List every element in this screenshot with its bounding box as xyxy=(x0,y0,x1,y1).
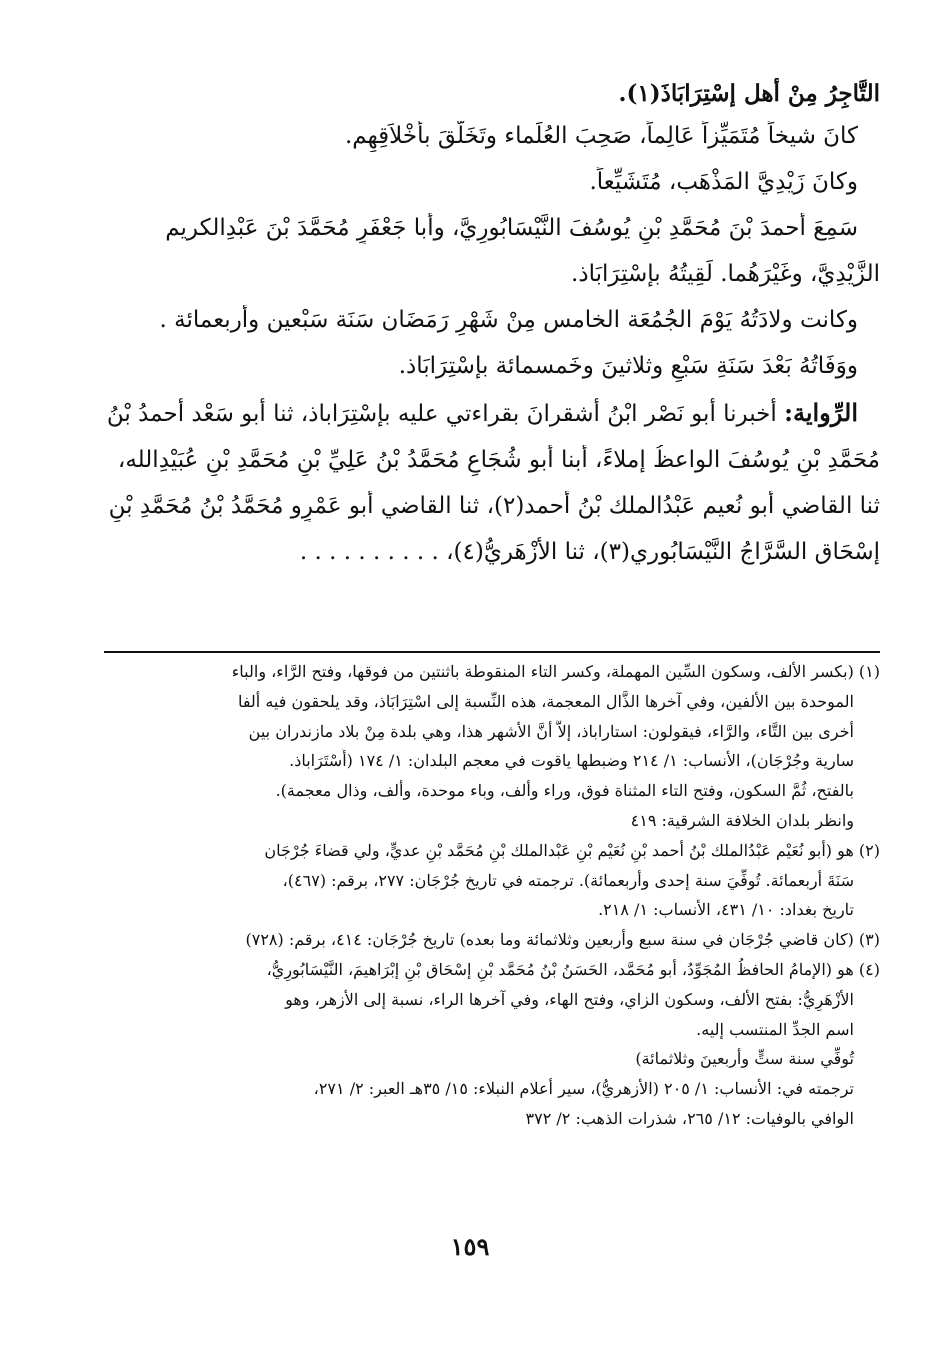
footnote-line: اسم الجدِّ المنتسب إليه. xyxy=(696,1019,854,1039)
riwaya-label: الرِّواية: xyxy=(784,398,858,428)
footnote xyxy=(104,958,880,1132)
footnote-line: (٤) هو (الإمامُ الحافظُ المُجَوِّدُ، أبو مُحَمَّد، الحَسَنُ بْنُ مُحَمَّد بْنِ إسْحَاق بْنِ إبْرَاهيمَ، النَّيْسَابُورِيُّ، xyxy=(266,959,880,979)
footnote-line: أخرى بين التَّاء، والرَّاء، فيقولون: استاراباذ، إلاَّ أنَّ الأشهر هذا، وهي بلدة مِنْ بلاد مازندران بين xyxy=(248,721,854,741)
text-line: وكانت ولادَتُهُ يَوْمَ الجُمُعَة الخامس مِنْ شَهْرِ رَمَضَان سَنَة سَبْعين وأربعمائة . xyxy=(159,307,858,334)
text-line: ثنا القاضي أبو نُعيم عَبْدُالملك بْنُ أحمد(٢)، ثنا القاضي أبو عَمْرٍو مُحَمَّدُ بْنُ مُحَمَّدِ بْنِ xyxy=(108,493,880,520)
footnote xyxy=(104,660,880,834)
footnote-line: الموحدة بين الألفين، وفي آخرها الذَّال المعجمة، هذه النِّسبة إلى اسْتِرَابَاذ، وقد يلحقون فيه ألفا xyxy=(237,691,854,711)
footnote-line: (٣) (كان قاضي جُرْجَان في سنة سبع وأربعين وثلاثمائة وما بعده) تاريخ جُرْجَان: ٤١٤، برقم: (٧٢٨) xyxy=(245,930,880,950)
footnote xyxy=(104,928,880,953)
text-line: سَمِعَ أحمدَ بْنَ مُحَمَّدِ بْنِ يُوسُفَ النَّيْسَابُورِيَّ، وأبا جَعْفَرٍ مُحَمَّدَ بْنَ عَبْدِالكريم xyxy=(165,215,858,242)
footnote-line: تُوفِّي سنة ستٍّ وأربعينَ وثلاثمائة) xyxy=(635,1049,854,1069)
riwaya-text: أخبرنا أبو نَصْر ابْنُ أشقرانَ بقراءتي عليه بإسْتِرَاباذ، ثنا أبو سَعْد أحمدُ بْنُ xyxy=(106,401,777,428)
text-line: مُحَمَّدِ بْنِ يُوسُفَ الواعظُ إملاءً، أبنا أبو شُجَاعٍ مُحَمَّدُ بْنُ عَلِيِّ بْنِ مُحَمَّدِ بْنِ عُبَيْدِالله، xyxy=(117,447,880,474)
text-line: كانَ شيخاً مُتَمَيِّزاً عَالِماً، صَحِبَ العُلَماء وتَخَلَّقَ بأخْلاَقِهِم. xyxy=(344,123,858,150)
footnote-line: سارية وجُرْجَان)، الأنساب: ١/ ٢١٤ وضبطها ياقوت في معجم البلدان: ١/ ١٧٤ (أَسْتَرَاباذ. xyxy=(289,751,854,771)
footnotes xyxy=(104,660,880,1137)
text-line: ووَفَاتُهُ بَعْدَ سَنَةِ سَبْعٍ وثلاثينَ وخَمسمائة بإسْتِرَابَاذ. xyxy=(398,353,858,380)
text-line: الزَّيْدِيَّ، وغَيْرَهُما. لَقِيتُهُ بإسْتِرَابَاذ. xyxy=(571,261,880,288)
main-text xyxy=(104,78,880,584)
entry-heading: التَّاجِرُ مِنْ أهل إسْتِرَابَاذَ(١). xyxy=(618,80,880,107)
footnote-line: ترجمته في: الأنساب: ١/ ٢٠٥ (الأزهريُّ)، سير أعلام النبلاء: ١٥/ ٣٥هـ العبر: ٢/ ٢٧١، xyxy=(313,1079,854,1099)
footnote-divider xyxy=(104,651,880,653)
footnote-line: الوافي بالوفيات: ١٢/ ٢٦٥، شذرات الذهب: ٢/ ٣٧٢ xyxy=(525,1108,854,1128)
footnote-line: (٢) هو (أبو نُعَيْم عَبْدُالملك بْنُ أحمد بْنِ نُعَيْم بْنِ عَبْدالملك بْنِ مُحَمَّد بْنِ عديٍّ، ولي قضاءَ جُرْجَان xyxy=(264,840,880,860)
riwaya-line xyxy=(104,397,880,430)
page-number: ١٥٩ xyxy=(450,1232,490,1261)
text-line: وكانَ زَيْدِيَّ المَذْهَب، مُتَشَيِّعاً. xyxy=(589,169,858,196)
footnote-line: الأزْهَرِيُّ: بفتح الألف، وسكون الزاي، وفتح الهاء، وفي آخرها الراء، نسبة إلى الأزهر، وهو xyxy=(285,989,854,1009)
footnote-line: بالفتح، ثُمَّ السكون، وفتح التاء المثناة فوق، وراء وألف، وباء موحدة، وألف، وذال معجمة). xyxy=(275,781,854,801)
footnote xyxy=(104,839,880,923)
footnote-line: تاريخ بغداد: ١٠/ ٤٣١، الأنساب: ١/ ٢١٨. xyxy=(598,900,854,920)
footnote-line: سَنَةَ أربعمائة. تُوفِّيَ سنة إحدى وأربعمائة). ترجمته في تاريخ جُرْجَان: ٢٧٧، برقم: (٤٦٧)، xyxy=(282,870,854,890)
footnote-line: وانظر بلدان الخلافة الشرقية: ٤١٩ xyxy=(630,810,854,830)
footnote-line: (١) (بكسر الألف، وسكون السِّين المهملة، وكسر التاء المنقوطة باثنتين من فوقها، وفتح الرَّاء، والباء xyxy=(231,662,880,681)
text-line: إسْحَاق السَّرَّاجُ النَّيْسَابُوري(٣)، ثنا الأزْهَريُّ(٤)، . . . . . . . . . . xyxy=(299,539,880,566)
